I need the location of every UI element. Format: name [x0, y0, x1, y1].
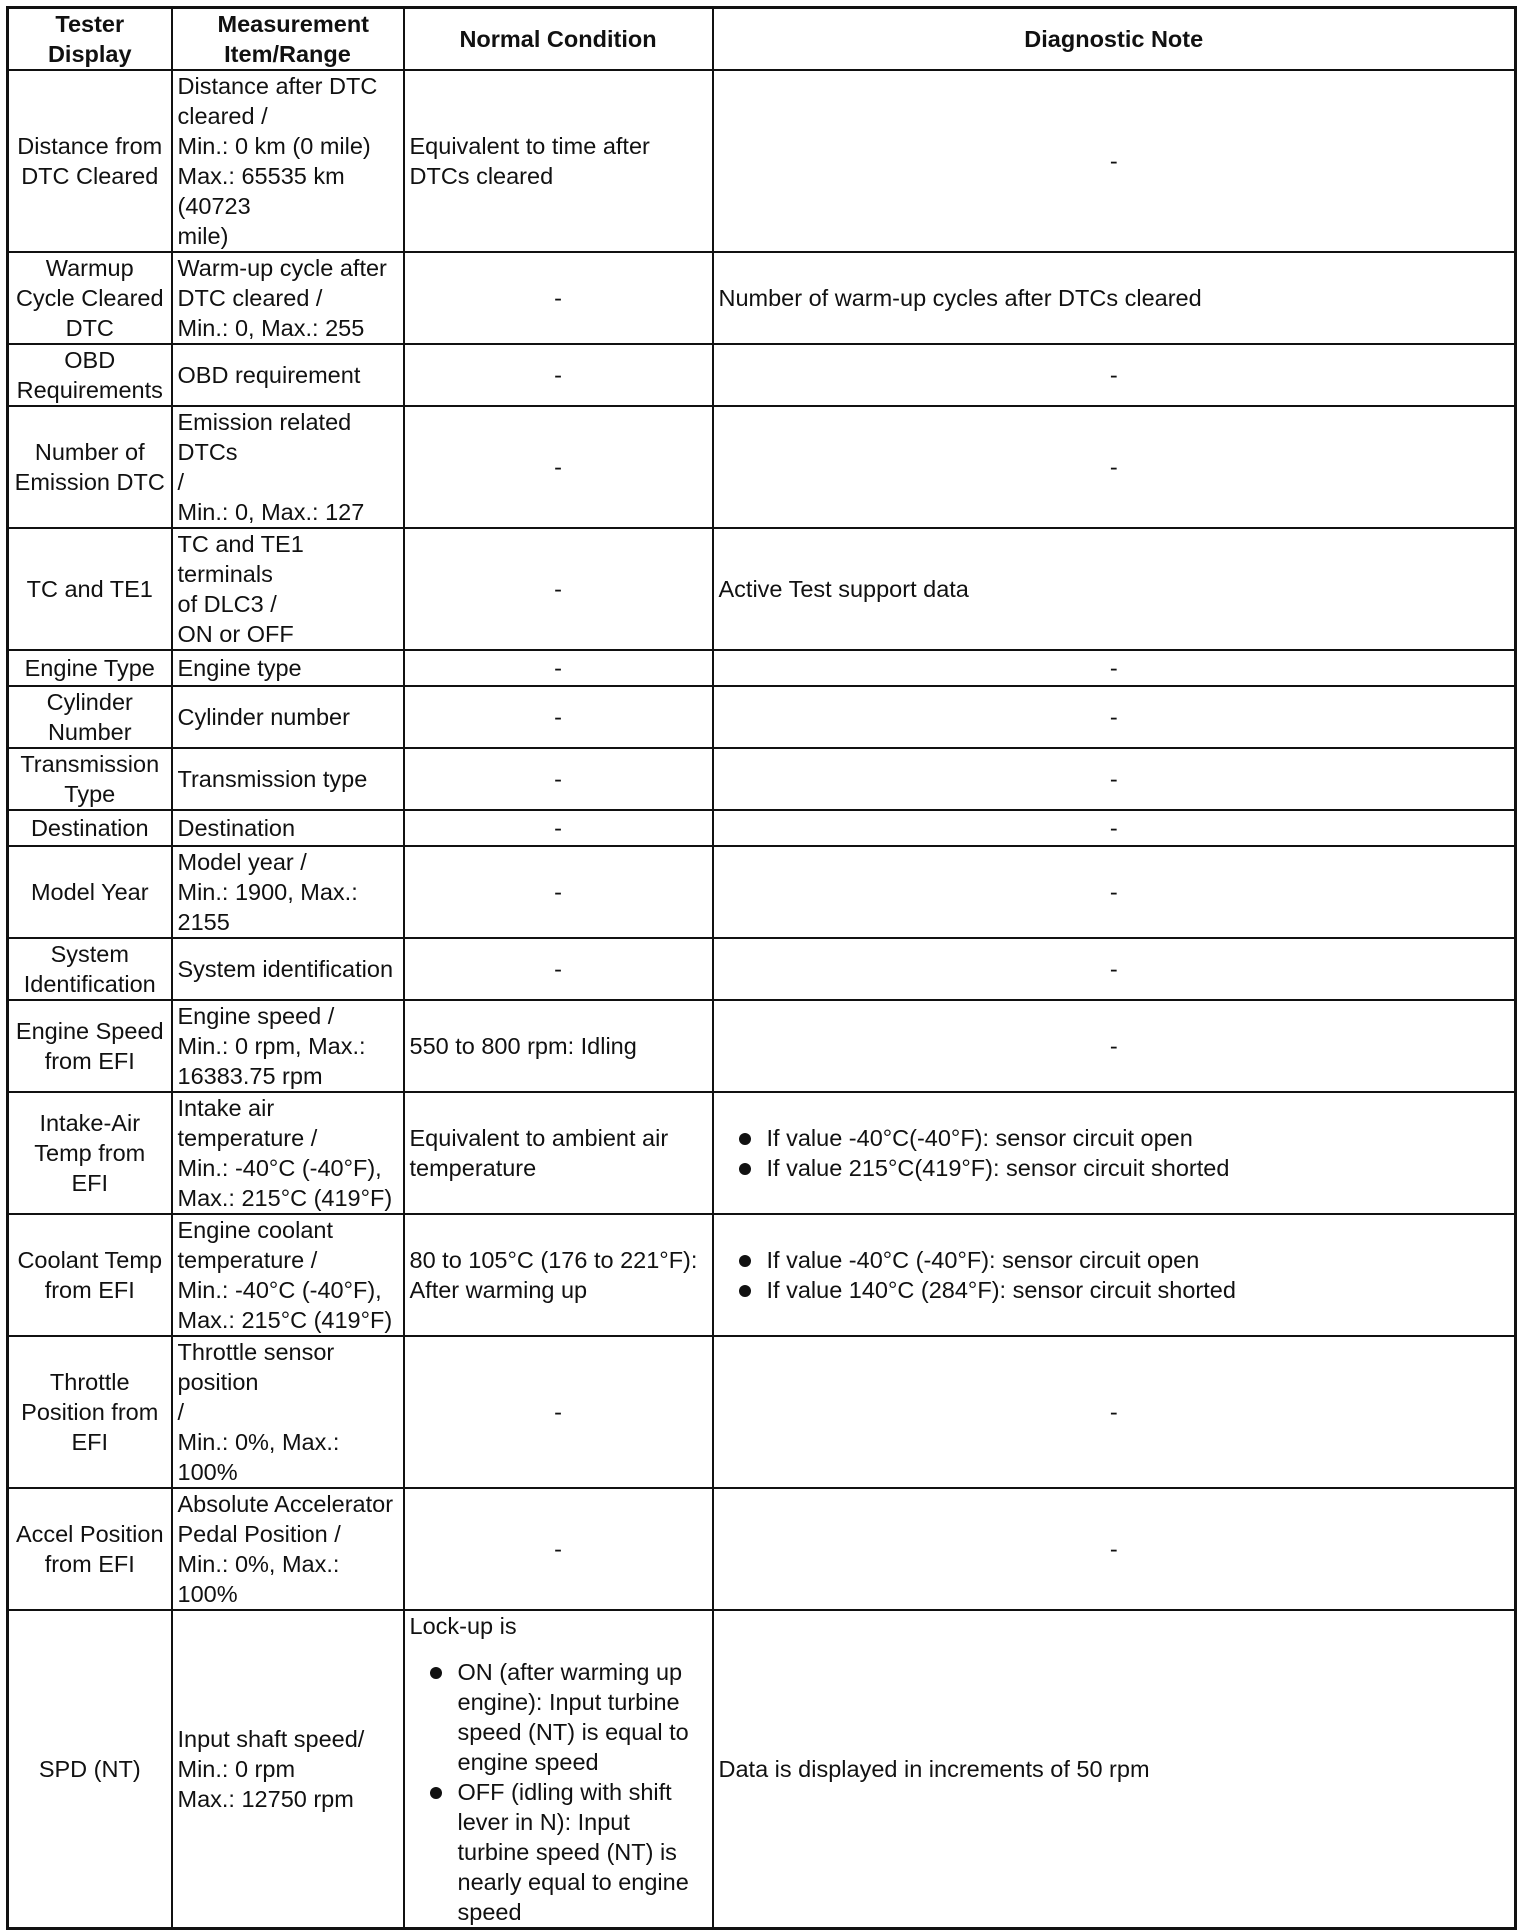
- measurement-item-cell: [172, 846, 404, 938]
- normal-condition-cell: -: [404, 686, 713, 748]
- item-line: Engine coolant: [177, 1217, 333, 1243]
- normal-condition-cell: -: [404, 938, 713, 1000]
- tester-display-cell: Transmission Type: [8, 748, 172, 810]
- data-list-table: [6, 6, 1517, 1930]
- item-line: Input shaft speed/: [177, 1726, 365, 1752]
- tester-display-cell: OBD Requirements: [8, 344, 172, 406]
- table-row: [8, 686, 1516, 748]
- tester-display-cell: Engine Speed from EFI: [8, 1000, 172, 1092]
- item-line: Destination: [177, 815, 296, 841]
- item-line: temperature /: [177, 1247, 318, 1273]
- tester-display-cell: Distance from DTC Cleared: [8, 70, 172, 252]
- table-row: [8, 1092, 1516, 1214]
- item-line: DTC cleared /: [177, 285, 323, 311]
- measurement-item-cell: [172, 1488, 404, 1610]
- table-row: [8, 406, 1516, 528]
- item-line: ON or OFF: [177, 621, 294, 647]
- diagnostic-note-cell: -: [713, 406, 1516, 528]
- item-line: cleared /: [177, 103, 268, 129]
- item-line: Max.: 12750 rpm: [177, 1786, 354, 1812]
- normal-condition-cell: -: [404, 748, 713, 810]
- item-line: Intake air temperature /: [177, 1095, 318, 1151]
- diagnostic-note-cell: -: [713, 810, 1516, 846]
- normal-condition-cell: 550 to 800 rpm: Idling: [404, 1000, 713, 1092]
- normal-condition-cell: Equivalent to time after DTCs cleared: [404, 70, 713, 252]
- lock-up-condition-list: [410, 1657, 707, 1927]
- normal-condition-cell: Equivalent to ambient air temperature: [404, 1092, 713, 1214]
- diagnostic-note-cell: Number of warm-up cycles after DTCs cleared: [713, 252, 1516, 344]
- tester-display-cell: SPD (NT): [8, 1610, 172, 1929]
- normal-condition-cell: -: [404, 846, 713, 938]
- normal-condition-cell: 80 to 105°C (176 to 221°F): After warming up: [404, 1214, 713, 1336]
- diagnostic-note-cell: [713, 1214, 1516, 1336]
- tester-display-cell: Coolant Temp from EFI: [8, 1214, 172, 1336]
- measurement-item-cell: [172, 1610, 404, 1929]
- header-tester-display: Tester Display: [8, 8, 172, 71]
- measurement-item-cell: [172, 1092, 404, 1214]
- list-item: If value -40°C(-40°F): sensor circuit open: [719, 1123, 1510, 1153]
- measurement-item-cell: [172, 1214, 404, 1336]
- item-line: Min.: 0, Max.: 127: [177, 499, 365, 525]
- normal-condition-cell: [404, 1610, 713, 1929]
- item-line: /: [177, 1399, 185, 1425]
- item-line: Max.: 65535 km (40723: [177, 163, 345, 219]
- table-row: [8, 650, 1516, 686]
- table-row: [8, 344, 1516, 406]
- list-item: ON (after warming up engine): Input turbine speed (NT) is equal to engine speed: [410, 1657, 707, 1777]
- measurement-item-cell: [172, 1000, 404, 1092]
- diagnostic-note-cell: -: [713, 1000, 1516, 1092]
- measurement-item-cell: [172, 528, 404, 650]
- header-measurement-item: [172, 8, 404, 71]
- measurement-item-cell: [172, 650, 404, 686]
- diagnostic-data-sheet: [6, 6, 1514, 1925]
- item-line: Max.: 215°C (419°F): [177, 1185, 393, 1211]
- diagnostic-note-cell: -: [713, 1488, 1516, 1610]
- header-diagnostic-note: Diagnostic Note: [713, 8, 1516, 71]
- table-row: [8, 1488, 1516, 1610]
- item-line: Distance after DTC: [177, 73, 378, 99]
- item-line: Warm-up cycle after: [177, 255, 387, 281]
- item-line: Min.: 0%, Max.: 100%: [177, 1551, 340, 1607]
- measurement-item-cell: [172, 344, 404, 406]
- normal-condition-cell: -: [404, 344, 713, 406]
- item-line: OBD requirement: [177, 362, 361, 388]
- item-line: System identification: [177, 956, 394, 982]
- item-line: Model year /: [177, 849, 307, 875]
- list-item: If value -40°C (-40°F): sensor circuit open: [719, 1245, 1510, 1275]
- diagnostic-note-cell: -: [713, 846, 1516, 938]
- table-row: [8, 938, 1516, 1000]
- item-line: Min.: -40°C (-40°F),: [177, 1277, 382, 1303]
- lock-up-intro: Lock-up is: [409, 1613, 517, 1639]
- diagnostic-note-cell: Data is displayed in increments of 50 rpm: [713, 1610, 1516, 1929]
- tester-display-cell: Destination: [8, 810, 172, 846]
- item-line: Throttle sensor position: [177, 1339, 335, 1395]
- item-line: Min.: -40°C (-40°F),: [177, 1155, 382, 1181]
- diagnostic-note-cell: Active Test support data: [713, 528, 1516, 650]
- item-line: Emission related DTCs: [177, 409, 352, 465]
- item-line: Min.: 0, Max.: 255: [177, 315, 365, 341]
- table-row: [8, 748, 1516, 810]
- item-line: 16383.75 rpm: [177, 1063, 323, 1089]
- item-line: Min.: 0 km (0 mile): [177, 133, 371, 159]
- tester-display-cell: Accel Position from EFI: [8, 1488, 172, 1610]
- diagnostic-note-cell: -: [713, 748, 1516, 810]
- list-item: If value 215°C(419°F): sensor circuit shorted: [719, 1153, 1510, 1183]
- diagnostic-note-cell: -: [713, 650, 1516, 686]
- item-line: Min.: 0 rpm, Max.:: [177, 1033, 366, 1059]
- item-line: Engine speed /: [177, 1003, 335, 1029]
- tester-display-cell: Engine Type: [8, 650, 172, 686]
- item-line: /: [177, 469, 185, 495]
- item-line: Min.: 1900, Max.: 2155: [177, 879, 358, 935]
- measurement-item-cell: [172, 686, 404, 748]
- item-line: Cylinder number: [177, 704, 350, 730]
- table-row: [8, 810, 1516, 846]
- item-line: Absolute Accelerator: [177, 1491, 394, 1517]
- diagnostic-note-cell: -: [713, 344, 1516, 406]
- item-line: mile): [177, 223, 229, 249]
- header-normal-condition: Normal Condition: [404, 8, 713, 71]
- diagnostic-note-cell: -: [713, 686, 1516, 748]
- table-row: [8, 1214, 1516, 1336]
- diagnostic-note-cell: -: [713, 70, 1516, 252]
- normal-condition-cell: -: [404, 1336, 713, 1488]
- item-line: TC and TE1 terminals: [177, 531, 304, 587]
- diagnostic-note-cell: -: [713, 1336, 1516, 1488]
- table-row: [8, 70, 1516, 252]
- table-row: [8, 528, 1516, 650]
- header-measurement-item-text: Measurement Item/Range: [217, 11, 369, 67]
- item-line: Min.: 0 rpm: [177, 1756, 296, 1782]
- tester-display-cell: Model Year: [8, 846, 172, 938]
- tester-display-cell: Cylinder Number: [8, 686, 172, 748]
- table-row: [8, 1336, 1516, 1488]
- measurement-item-cell: [172, 938, 404, 1000]
- item-line: of DLC3 /: [177, 591, 277, 617]
- measurement-item-cell: [172, 748, 404, 810]
- diagnostic-note-cell: -: [713, 938, 1516, 1000]
- normal-condition-cell: -: [404, 1488, 713, 1610]
- measurement-item-cell: [172, 1336, 404, 1488]
- table-row: [8, 1610, 1516, 1929]
- normal-condition-cell: -: [404, 406, 713, 528]
- table-row: [8, 1000, 1516, 1092]
- table-row: [8, 846, 1516, 938]
- tester-display-cell: Throttle Position from EFI: [8, 1336, 172, 1488]
- list-item: OFF (idling with shift lever in N): Input turbine speed (NT) is nearly equal to engine speed: [410, 1777, 707, 1927]
- normal-condition-cell: -: [404, 650, 713, 686]
- tester-display-cell: TC and TE1: [8, 528, 172, 650]
- normal-condition-cell: -: [404, 528, 713, 650]
- tester-display-cell: Number of Emission DTC: [8, 406, 172, 528]
- normal-condition-cell: -: [404, 810, 713, 846]
- tester-display-cell: System Identification: [8, 938, 172, 1000]
- measurement-item-cell: [172, 70, 404, 252]
- item-line: Pedal Position /: [177, 1521, 341, 1547]
- item-line: Max.: 215°C (419°F): [177, 1307, 393, 1333]
- normal-condition-cell: -: [404, 252, 713, 344]
- tester-display-cell: Warmup Cycle Cleared DTC: [8, 252, 172, 344]
- table-header-row: [8, 8, 1516, 71]
- diagnostic-note-cell: [713, 1092, 1516, 1214]
- table-row: [8, 252, 1516, 344]
- list-item: If value 140°C (284°F): sensor circuit shorted: [719, 1275, 1510, 1305]
- measurement-item-cell: [172, 810, 404, 846]
- measurement-item-cell: [172, 252, 404, 344]
- diagnostic-note-list: [719, 1245, 1510, 1305]
- item-line: Transmission type: [177, 766, 368, 792]
- measurement-item-cell: [172, 406, 404, 528]
- diagnostic-note-list: [719, 1123, 1510, 1183]
- item-line: Min.: 0%, Max.: 100%: [177, 1429, 340, 1485]
- tester-display-cell: Intake-Air Temp from EFI: [8, 1092, 172, 1214]
- item-line: Engine type: [177, 655, 302, 681]
